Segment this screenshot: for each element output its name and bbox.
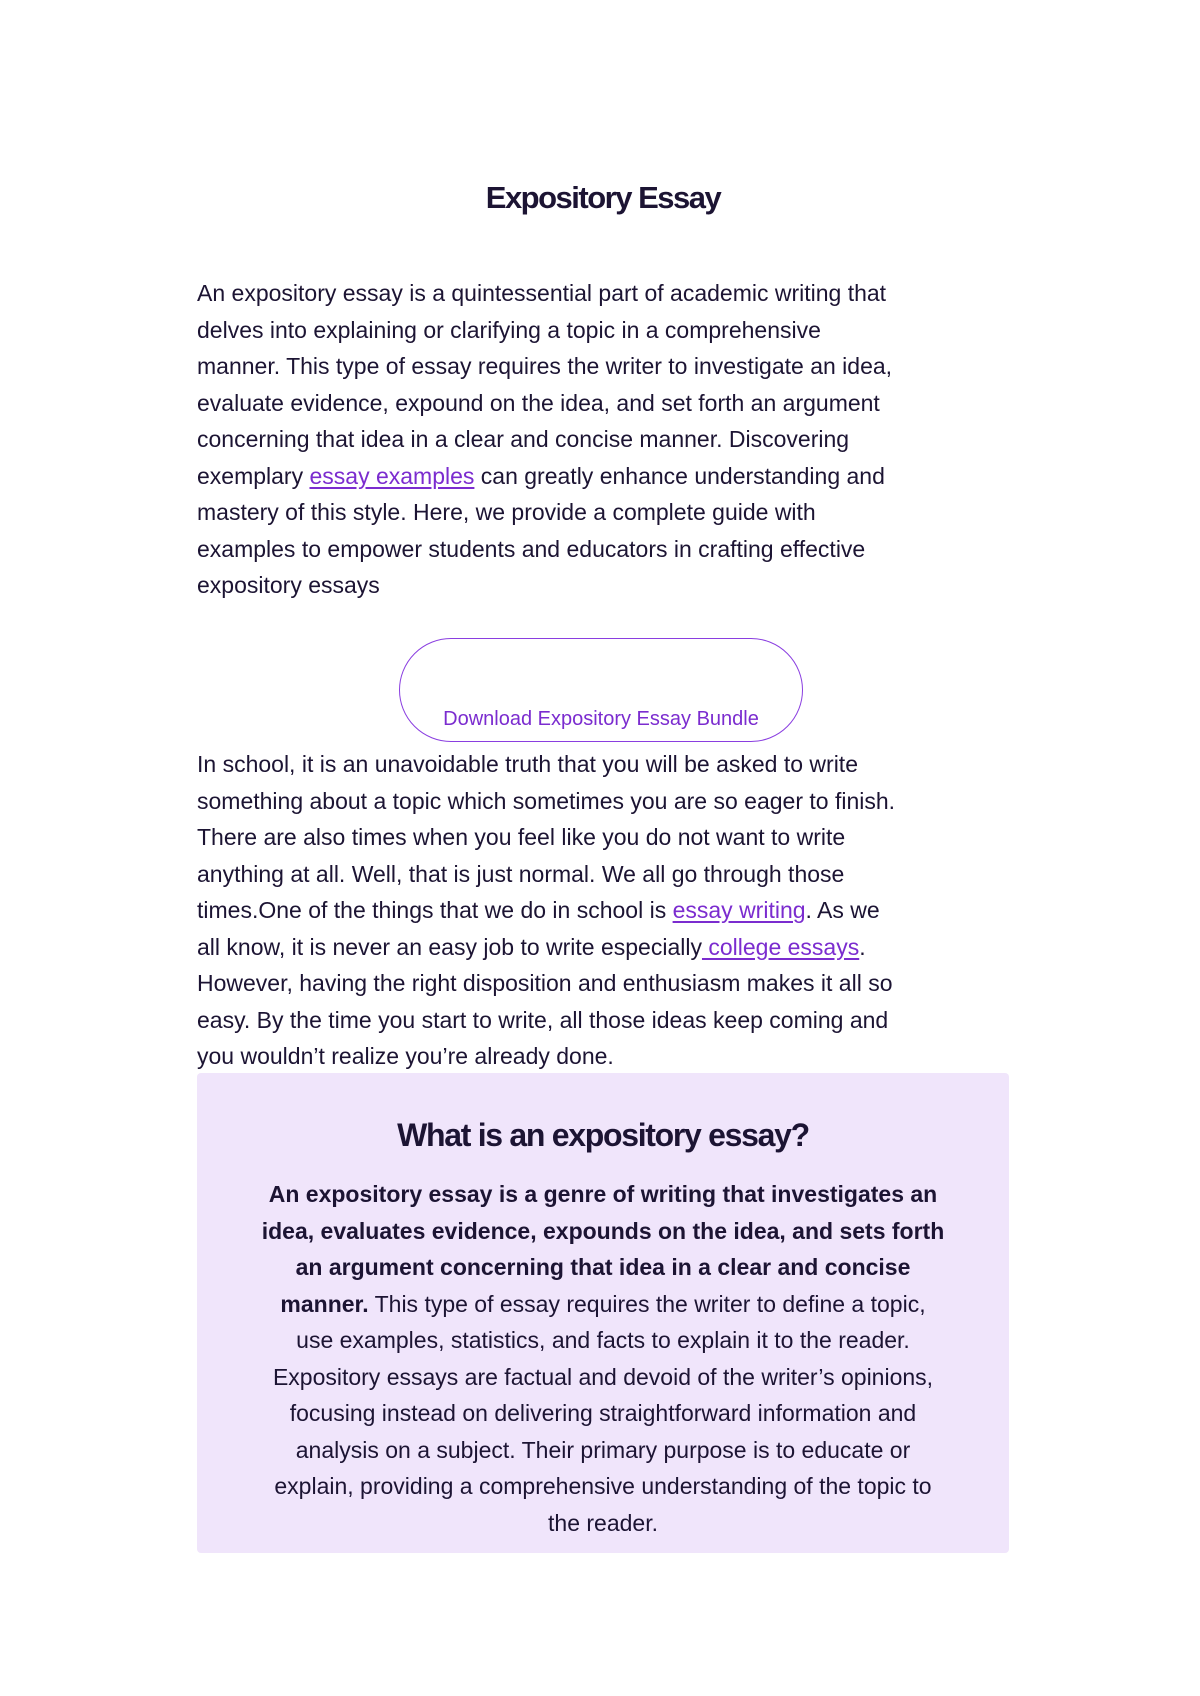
intro-line: An expository essay is a quintessential part of academic writing that: [197, 280, 887, 306]
school-text: all know, it is never an easy job to write especially: [197, 933, 702, 960]
school-line: something about a topic which sometimes you are so eager to finish.: [197, 787, 896, 814]
definition-callout: [197, 1073, 1009, 1553]
school-paragraph: [197, 746, 1009, 1075]
intro-line: expository essays: [197, 572, 380, 598]
callout-heading: What is an expository essay?: [397, 1117, 809, 1153]
callout-body: [197, 1176, 1009, 1541]
callout-line: idea, evaluates evidence, expounds on the idea, and sets forth: [261, 1217, 945, 1244]
download-bundle-button[interactable]: [399, 638, 803, 742]
school-line: [197, 892, 1009, 929]
callout-line: the reader.: [548, 1509, 658, 1536]
school-text: .: [859, 933, 866, 960]
essay-examples-link[interactable]: essay examples: [309, 462, 475, 489]
school-line: In school, it is an unavoidable truth that you will be asked to write: [197, 751, 858, 777]
college-essays-link[interactable]: college essays: [701, 933, 860, 960]
callout-line: explain, providing a comprehensive understanding of the topic to: [274, 1473, 932, 1499]
callout-line: An expository essay is a genre of writing that investigates an: [268, 1181, 938, 1207]
intro-text: can greatly enhance understanding and: [474, 462, 885, 489]
intro-line: manner. This type of essay requires the writer to investigate an idea,: [197, 353, 893, 379]
intro-line: mastery of this style. Here, we provide a complete guide with: [197, 499, 816, 525]
school-text: times.One of the things that we do in school is: [197, 897, 673, 923]
callout-line: Expository essays are factual and devoid of the writer’s opinions,: [272, 1363, 934, 1390]
callout-line: focusing instead on delivering straightforward information and: [289, 1400, 917, 1426]
callout-line: an argument concerning that idea in a clear and concise: [295, 1254, 911, 1280]
school-text: . As we: [805, 897, 880, 923]
essay-writing-link[interactable]: essay writing: [672, 897, 806, 923]
download-section: [197, 638, 1009, 746]
callout-line: analysis on a subject. Their primary purpose is to educate or: [295, 1436, 911, 1463]
intro-line: delves into explaining or clarifying a topic in a comprehensive: [197, 316, 821, 343]
intro-line: examples to empower students and educators in crafting effective: [197, 535, 866, 562]
callout-line: use examples, statistics, and facts to explain it to the reader.: [296, 1327, 910, 1353]
school-line: easy. By the time you start to write, all those ideas keep coming and: [197, 1006, 889, 1033]
callout-text: This type of essay requires the writer to define a topic,: [368, 1290, 926, 1317]
page-title: Expository Essay: [485, 180, 721, 215]
intro-line: evaluate evidence, expound on the idea, and set forth an argument: [197, 389, 880, 416]
school-line: anything at all. Well, that is just normal. We all go through those: [197, 860, 845, 887]
intro-text: exemplary: [197, 462, 310, 489]
intro-line: concerning that idea in a clear and concise manner. Discovering: [197, 426, 850, 452]
intro-line: [197, 458, 1009, 495]
download-bundle-label: Download Expository Essay Bundle: [443, 708, 759, 730]
callout-line: [197, 1286, 1009, 1323]
intro-paragraph: [197, 275, 1009, 604]
callout-bold-text: manner.: [280, 1290, 369, 1317]
school-line: However, having the right disposition and enthusiasm makes it all so: [197, 970, 893, 996]
school-line: you wouldn’t realize you’re already done.: [197, 1043, 614, 1069]
school-line: [197, 929, 1009, 966]
school-line: There are also times when you feel like you do not want to write: [197, 824, 846, 850]
